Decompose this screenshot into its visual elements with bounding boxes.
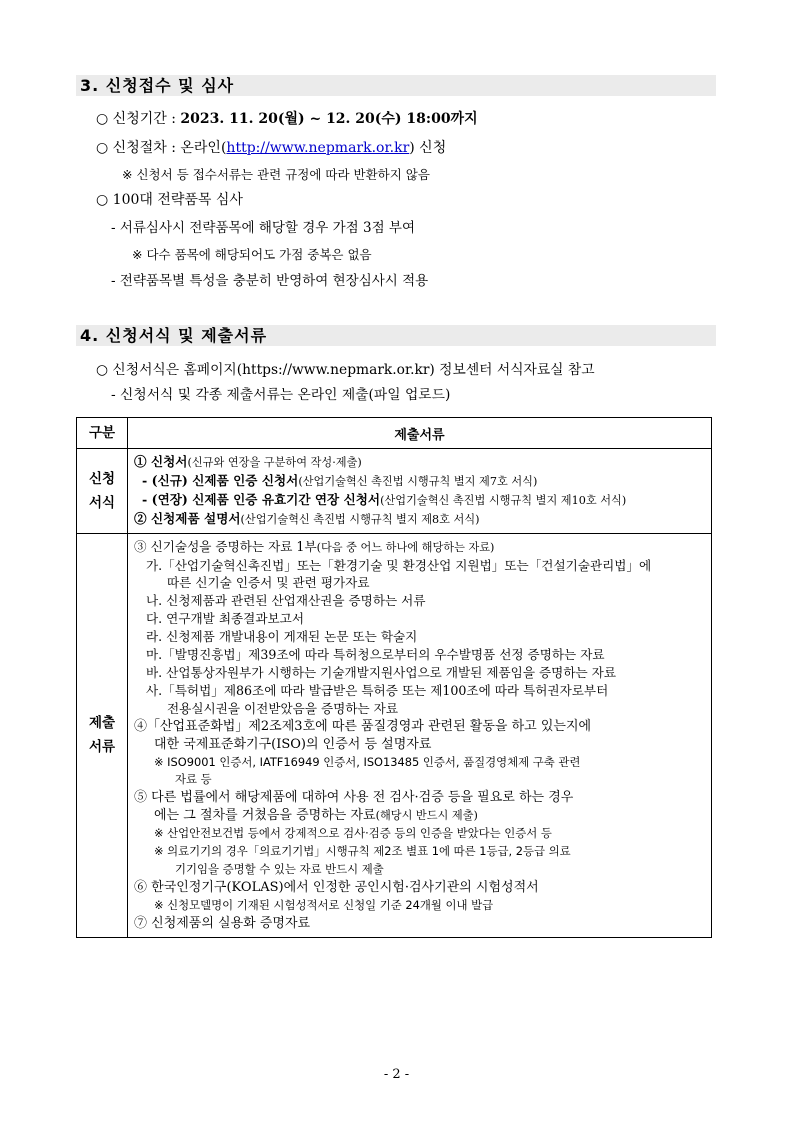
- list-item: 바. 산업통상자원부가 시행하는 기술개발지원사업으로 개발된 제품임을 증명하는 자료: [146, 664, 616, 680]
- item-detail: (산업기술혁신 촉진법 시행규칙 별지 제8호 서식): [240, 512, 480, 526]
- list-note: ※ 산업안전보건법 등에서 강제적으로 검사·검증 등의 인증을 받았다는 인증서 등: [154, 826, 552, 841]
- group-label: 서식: [88, 494, 116, 511]
- group-label: 신청: [88, 470, 116, 487]
- submission-documents-list: [128, 533, 712, 937]
- list-item: 라. 신청제품 개발내용이 게재된 논문 또는 학술지: [146, 629, 418, 645]
- page-number: - 2 -: [383, 1067, 410, 1082]
- application-period: [96, 110, 478, 128]
- list-note-continued: 자료 등: [175, 772, 212, 787]
- strategic-item-2: - 전략품목별 특성을 충분히 반영하여 현장심사시 적용: [111, 273, 429, 289]
- application-period-label: ○ 신청기간 :: [96, 111, 181, 127]
- list-item: [134, 453, 708, 472]
- procedure-suffix: ) 신청: [409, 140, 447, 156]
- header-category: 구분: [77, 418, 128, 449]
- list-item-continued: [134, 807, 708, 825]
- group-application-forms: [77, 449, 128, 534]
- list-item: 가.「산업기술혁신촉진법」또는「환경기술 및 환경산업 지원법」또는「건설기술관리법」에: [146, 557, 652, 573]
- submission-documents-table: [76, 417, 712, 938]
- list-item: 마.「발명진흥법」제39조에 따라 특허청으로부터의 우수발명품 선정 증명하는 자료: [146, 647, 605, 663]
- item-detail: (산업기술혁신 촉진법 시행규칙 별지 제10호 서식): [380, 493, 627, 507]
- list-item: [134, 538, 708, 557]
- list-item: [134, 472, 708, 491]
- strategic-note: ※ 다수 품목에 해당되어도 가점 중복은 없음: [132, 247, 372, 262]
- table-row: [77, 533, 712, 937]
- list-item: ⑤ 다른 법률에서 해당제품에 대하여 사용 전 검사·검증 등을 필요로 하는 경우: [134, 790, 574, 806]
- application-period-value: 2023. 11. 20(월) ~ 12. 20(수) 18:00까지: [180, 111, 478, 127]
- application-forms-list: [128, 449, 712, 534]
- section-4-title: 4. 신청서식 및 제출서류: [80, 326, 268, 345]
- list-item: [134, 510, 708, 529]
- header-documents: 제출서류: [128, 418, 712, 449]
- section-3-title: 3. 신청접수 및 심사: [80, 76, 235, 95]
- nepmark-link[interactable]: http://www.nepmark.or.kr: [226, 140, 410, 156]
- list-item: 사.「특허법」제86조에 따라 발급받은 특허증 또는 제100조에 따라 특허권자로부터: [146, 682, 609, 698]
- item-detail: (산업기술혁신 촉진법 시행규칙 별지 제7호 서식): [298, 474, 538, 488]
- group-label: 제출: [88, 715, 116, 732]
- forms-reference: ○ 신청서식은 홈페이지(https://www.nepmark.or.kr) 정보센터 서식자료실 참고: [96, 362, 595, 378]
- item-title: ① 신청서: [134, 454, 188, 469]
- strategic-item-1: - 서류심사시 전략품목에 해당할 경우 가점 3점 부여: [111, 220, 416, 236]
- item-detail: (해당시 반드시 제출): [375, 809, 478, 823]
- list-item: ⑥ 한국인정기구(KOLAS)에서 인정한 공인시험·검사기관의 시험성적서: [134, 879, 539, 895]
- item-text: ③ 신기술성을 증명하는 자료 1부: [134, 538, 317, 554]
- table-row: [77, 449, 712, 534]
- forms-submission: - 신청서식 및 각종 제출서류는 온라인 제출(파일 업로드): [111, 387, 451, 403]
- procedure-prefix: ○ 신청절차 : 온라인(: [96, 140, 227, 156]
- list-item: 다. 연구개발 최종결과보고서: [146, 611, 304, 627]
- application-procedure: [96, 139, 446, 157]
- list-item: ⑦ 신청제품의 실용화 증명자료: [134, 915, 311, 931]
- list-note: ※ 신청모델명이 기재된 시험성적서로 신청일 기준 24개월 이내 발급: [154, 897, 494, 912]
- list-item-continued: 전용실시권을 이전받았음을 증명하는 자료: [167, 700, 398, 716]
- item-title: - (신규) 신제품 인증 신청서: [142, 472, 299, 488]
- group-label: 서류: [88, 739, 116, 756]
- item-detail: (신규와 연장을 구분하여 작성·제출): [187, 456, 362, 469]
- list-note: ※ ISO9001 인증서, IATF16949 인증서, ISO13485 인증서, 품질경영체제 구축 관련: [154, 754, 581, 769]
- list-note: ※ 의료기기의 경우「의료기기법」시행규칙 제2조 별표 1에 따른 1등급, 2등급 의료: [154, 844, 571, 859]
- list-item: ④「산업표준화법」제2조제3호에 따른 품질경영과 관련된 활동을 하고 있는지에: [134, 718, 592, 734]
- item-title: ② 신청제품 설명서: [134, 510, 241, 526]
- item-title: - (연장) 신제품 인증 유효기간 연장 신청서: [142, 491, 381, 507]
- item-text: 에는 그 절차를 거쳤음을 증명하는 자료: [154, 808, 376, 824]
- list-item: [134, 491, 708, 510]
- procedure-note: ※ 신청서 등 접수서류는 관련 규정에 따라 반환하지 않음: [122, 167, 430, 182]
- list-item-continued: 대한 국제표준화기구(ISO)의 인증서 등 설명자료: [154, 736, 432, 752]
- list-item-continued: 따른 신기술 인증서 및 관련 평가자료: [167, 575, 370, 591]
- table-header-row: [77, 418, 712, 449]
- group-submission-documents: [77, 533, 128, 937]
- list-item: 나. 신청제품과 관련된 산업재산권을 증명하는 서류: [146, 593, 426, 609]
- list-note-continued: 기기임을 증명할 수 있는 자료 반드시 제출: [175, 861, 384, 876]
- strategic-items-title: ○ 100대 전략품목 심사: [96, 192, 243, 208]
- item-detail: (다음 중 어느 하나에 해당하는 자료): [316, 540, 495, 554]
